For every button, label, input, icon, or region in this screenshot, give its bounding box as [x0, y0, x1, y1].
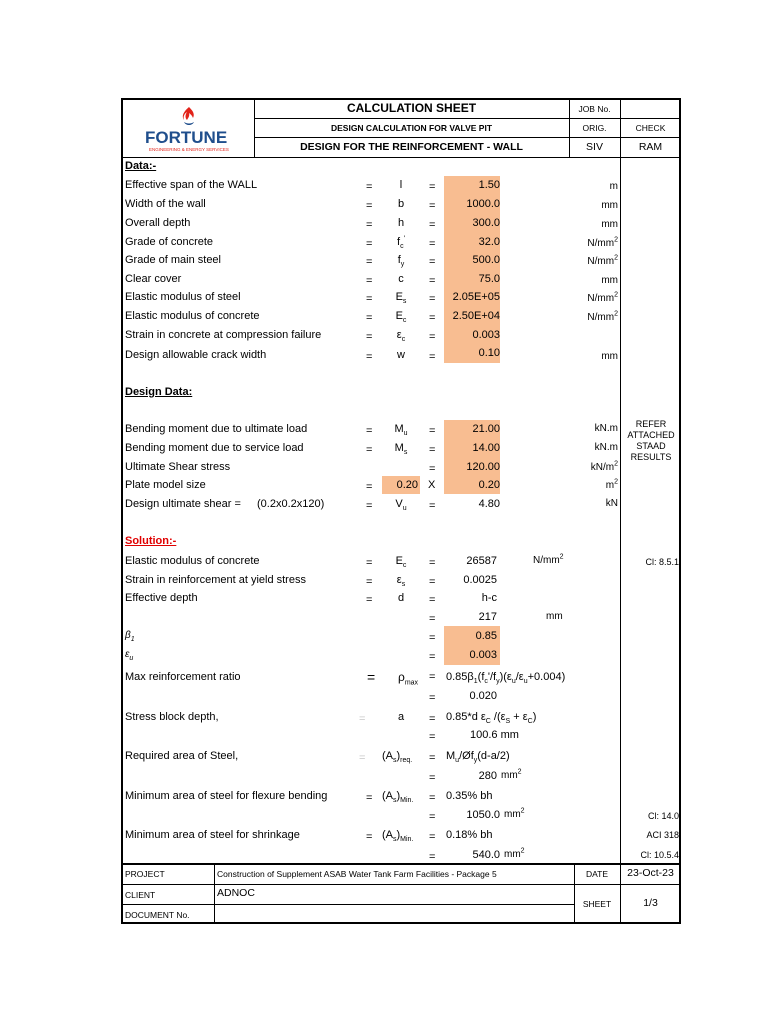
stress-block-formula: 0.85*d $\varepsilon_C$ $/(\varepsilon_S + \varepsilon_C)$ [446, 711, 537, 726]
clause-ref: Cl: 10.5.4 [640, 850, 679, 860]
project-value: Construction of Supplement ASAB Water Tank Farm Facilities - Package 5 [217, 869, 497, 879]
solution-label: Required area of Steel, [125, 750, 239, 762]
eq-sign: = [366, 500, 373, 512]
solution-symbol: $(A_s)_{Min.}$ [382, 829, 414, 844]
data-unit: $N/mm^2$ [587, 310, 618, 323]
data-label: Grade of main steel [125, 254, 221, 266]
data-symbol: $f_y$ [397, 254, 405, 269]
clause-ref: Cl: 8.5.1 [645, 557, 679, 567]
solution-unit: $N/mm^2$ [533, 553, 564, 566]
solution-value: 0.35% bh [446, 790, 493, 802]
eq-sign: = [429, 772, 436, 784]
design-label: Plate model size [125, 479, 206, 491]
eq-sign: = [429, 831, 436, 843]
eq-sign: = [429, 256, 436, 268]
solution-value: 217 [478, 611, 497, 623]
design-symbol: $M_u$ [394, 423, 408, 438]
data-value: 2.50E+04 [452, 310, 500, 322]
design-unit: kN.m [594, 442, 618, 453]
eq-sign: = [429, 576, 436, 588]
design-unit: $kN/m^2$ [590, 460, 618, 473]
eq-sign: = [429, 651, 436, 663]
eq-sign: = [429, 713, 436, 725]
design-unit: kN.m [594, 423, 618, 434]
eq-sign: = [366, 594, 373, 606]
data-unit: $N/mm^2$ [587, 291, 618, 304]
data-symbol: $\varepsilon_c$ [396, 329, 406, 344]
data-value: 2.05E+05 [452, 291, 500, 303]
solution-label: Stress block depth, [125, 711, 219, 723]
eq-sign: = [366, 331, 373, 343]
calculation-sheet [121, 98, 681, 924]
design-value: 0.20 [478, 479, 500, 491]
solution-label: Effective depth [125, 592, 198, 604]
data-label: Strain in concrete at compression failure [125, 329, 322, 341]
data-heading: Data:- [125, 160, 157, 172]
solution-unit: mm [546, 611, 563, 622]
data-symbol: w [397, 349, 405, 361]
solution-symbol: $(A_s)_{Min.}$ [382, 790, 414, 805]
eq-sign: = [366, 557, 373, 569]
eq-sign: = [429, 792, 436, 804]
eq-sign: = [366, 576, 373, 588]
data-symbol: $f_c'$ [397, 235, 405, 251]
logo-name: FORTUNE [145, 128, 228, 147]
solution-value: 100.6 mm [470, 729, 519, 741]
solution-value: 540.0 [472, 849, 500, 861]
eq-sign: = [429, 181, 436, 193]
design-value: 21.00 [472, 423, 500, 435]
data-symbol: l [399, 179, 403, 191]
solution-symbol: a [397, 711, 405, 723]
design-label: Bending moment due to service load [125, 442, 304, 454]
data-symbol: h [397, 217, 405, 229]
data-unit: mm [601, 219, 618, 230]
data-label: Grade of concrete [125, 236, 214, 248]
solution-value: 280 [478, 770, 497, 782]
check-value: RAM [638, 141, 663, 153]
document-label: DOCUMENT No. [125, 910, 190, 920]
eq-sign: = [429, 752, 436, 764]
data-unit: $N/mm^2$ [587, 254, 618, 267]
eq-sign: = [366, 275, 373, 287]
design-label: Ultimate Shear stress [125, 461, 231, 473]
solution-value: 0.003 [469, 649, 497, 661]
data-value: 75.0 [478, 273, 500, 285]
sheet-title: CALCULATION SHEET [346, 101, 477, 115]
eq-sign: = [429, 444, 436, 456]
sheet-subtitle: DESIGN CALCULATION FOR VALVE PIT [330, 123, 493, 133]
staad-note: REFER ATTACHED STAAD RESULTS [627, 419, 675, 462]
eq-sign: = [429, 312, 436, 324]
data-value: 500.0 [472, 254, 500, 266]
eq-sign: = [367, 669, 376, 685]
design-value: 14.00 [472, 442, 500, 454]
data-unit: $N/mm^2$ [587, 236, 618, 249]
data-label: Elastic modulus of concrete [125, 310, 260, 322]
date-label: DATE [585, 869, 609, 879]
solution-symbol: $\rho_{max}$ [398, 670, 419, 687]
eq-sign: = [366, 238, 373, 250]
rho-max-formula: $0.85\beta_1(f_c'/f_y)(\varepsilon_u/\varepsilon_u+0.004)$ [446, 671, 566, 686]
eq-sign: = [429, 500, 436, 512]
client-value: ADNOC [217, 887, 255, 899]
solution-unit: $mm^2$ [504, 847, 525, 860]
solution-label: Minimum area of steel for shrinkage [125, 829, 300, 841]
data-label: Overall depth [125, 217, 191, 229]
eq-sign: = [366, 351, 373, 363]
data-value: 1.50 [478, 179, 500, 191]
data-label: Clear cover [125, 273, 182, 285]
data-unit: m [609, 181, 618, 192]
data-label: Width of the wall [125, 198, 206, 210]
eq-sign: = [429, 557, 436, 569]
data-value: 1000.0 [466, 198, 500, 210]
data-label: Design allowable crack width [125, 349, 267, 361]
sheet-value: 1/3 [643, 897, 658, 909]
job-no-label: JOB No. [578, 104, 611, 114]
orig-label: ORIG. [582, 123, 607, 133]
eq-sign: = [366, 219, 373, 231]
design-label: Design ultimate shear = [125, 498, 241, 510]
data-label: Elastic modulus of steel [125, 291, 241, 303]
solution-unit: $mm^2$ [504, 807, 525, 820]
data-value: 0.003 [472, 329, 500, 341]
clause-ref: ACI 318 [646, 830, 679, 840]
eq-sign: = [429, 594, 436, 606]
eq-sign: = [366, 256, 373, 268]
eq-sign: = [359, 713, 366, 725]
solution-unit: $mm^2$ [501, 768, 522, 781]
client-label: CLIENT [125, 890, 156, 900]
eq-sign: = [366, 444, 373, 456]
data-value: 32.0 [478, 236, 500, 248]
solution-symbol: $(A_s)_{req.}$ [382, 750, 413, 765]
solution-symbol: d [397, 592, 405, 604]
beta1-label: $\beta_1$ [125, 630, 135, 643]
solution-value: 0.0025 [463, 574, 497, 586]
eq-sign: = [366, 293, 373, 305]
as-req-formula: $M_u/Øf_y(d-a/2)$ [446, 750, 510, 765]
flame-icon [179, 106, 199, 128]
design-symbol: $M_s$ [394, 442, 408, 457]
eq-sign: = [429, 671, 436, 683]
plate-size-a: 0.20 [396, 479, 418, 491]
solution-label: Minimum area of steel for flexure bending [125, 790, 328, 802]
project-label: PROJECT [125, 869, 165, 879]
data-symbol: c [398, 273, 404, 285]
logo-tagline: ENGINEERING & ENERGY SERVICES [149, 147, 229, 152]
eq-sign: = [366, 831, 373, 843]
times-sign: X [428, 479, 436, 491]
eq-sign: = [429, 238, 436, 250]
solution-label: Elastic modulus of concrete [125, 555, 260, 567]
data-unit: mm [601, 351, 618, 362]
orig-value: SIV [586, 141, 603, 153]
eq-sign: = [366, 425, 373, 437]
solution-heading: Solution:- [125, 535, 177, 547]
data-unit: mm [601, 200, 618, 211]
solution-value: 1050.0 [466, 809, 500, 821]
data-label: Effective span of the WALL [125, 179, 258, 191]
eq-sign: = [429, 632, 436, 644]
eq-sign: = [429, 275, 436, 287]
design-value: 120.00 [466, 461, 500, 473]
design-data-heading: Design Data: [125, 386, 193, 398]
solution-symbol: $\varepsilon_s$ [396, 574, 406, 589]
solution-label: Strain in reinforcement at yield stress [125, 574, 306, 586]
design-extra: (0.2x0.2x120) [257, 498, 325, 510]
epsilon-u-label: $\varepsilon_u$ [125, 649, 134, 662]
eq-sign: = [359, 752, 366, 764]
design-title: DESIGN FOR THE REINFORCEMENT - WALL [300, 141, 523, 153]
data-symbol: $E_s$ [395, 291, 407, 306]
eq-sign: = [429, 219, 436, 231]
data-value: 0.10 [478, 347, 500, 359]
sheet-label: SHEET [582, 899, 612, 909]
design-unit: $m^2$ [605, 478, 618, 491]
check-label: CHECK [635, 123, 666, 133]
eq-sign: = [366, 792, 373, 804]
eq-sign: = [429, 731, 436, 743]
data-symbol: $E_c$ [395, 310, 407, 325]
data-unit: mm [601, 275, 618, 286]
eq-sign: = [366, 312, 373, 324]
data-value: 300.0 [472, 217, 500, 229]
eq-sign: = [429, 811, 436, 823]
solution-value: 26587 [466, 555, 497, 567]
eq-sign: = [366, 200, 373, 212]
solution-value: h-c [481, 592, 497, 604]
design-unit: kN [605, 498, 618, 509]
eq-sign: = [429, 463, 436, 475]
eq-sign: = [429, 425, 436, 437]
design-symbol: $V_u$ [395, 498, 407, 513]
eq-sign: = [429, 613, 436, 625]
eq-sign: = [429, 351, 436, 363]
eq-sign: = [429, 851, 436, 863]
solution-value: 0.020 [469, 690, 497, 702]
solution-value: 0.18% bh [446, 829, 493, 841]
eq-sign: = [429, 692, 436, 704]
fortune-logo [141, 106, 241, 152]
eq-sign: = [366, 481, 373, 493]
design-value: 4.80 [478, 498, 500, 510]
solution-value: 0.85 [475, 630, 497, 642]
eq-sign: = [366, 181, 373, 193]
design-label: Bending moment due to ultimate load [125, 423, 308, 435]
eq-sign: = [429, 200, 436, 212]
solution-symbol: $E_c$ [395, 555, 407, 570]
eq-sign: = [429, 331, 436, 343]
date-value: 23-Oct-23 [627, 867, 674, 879]
data-symbol: b [397, 198, 405, 210]
eq-sign: = [429, 293, 436, 305]
solution-label: Max reinforcement ratio [125, 671, 241, 683]
clause-ref: Cl: 14.0 [647, 811, 679, 821]
